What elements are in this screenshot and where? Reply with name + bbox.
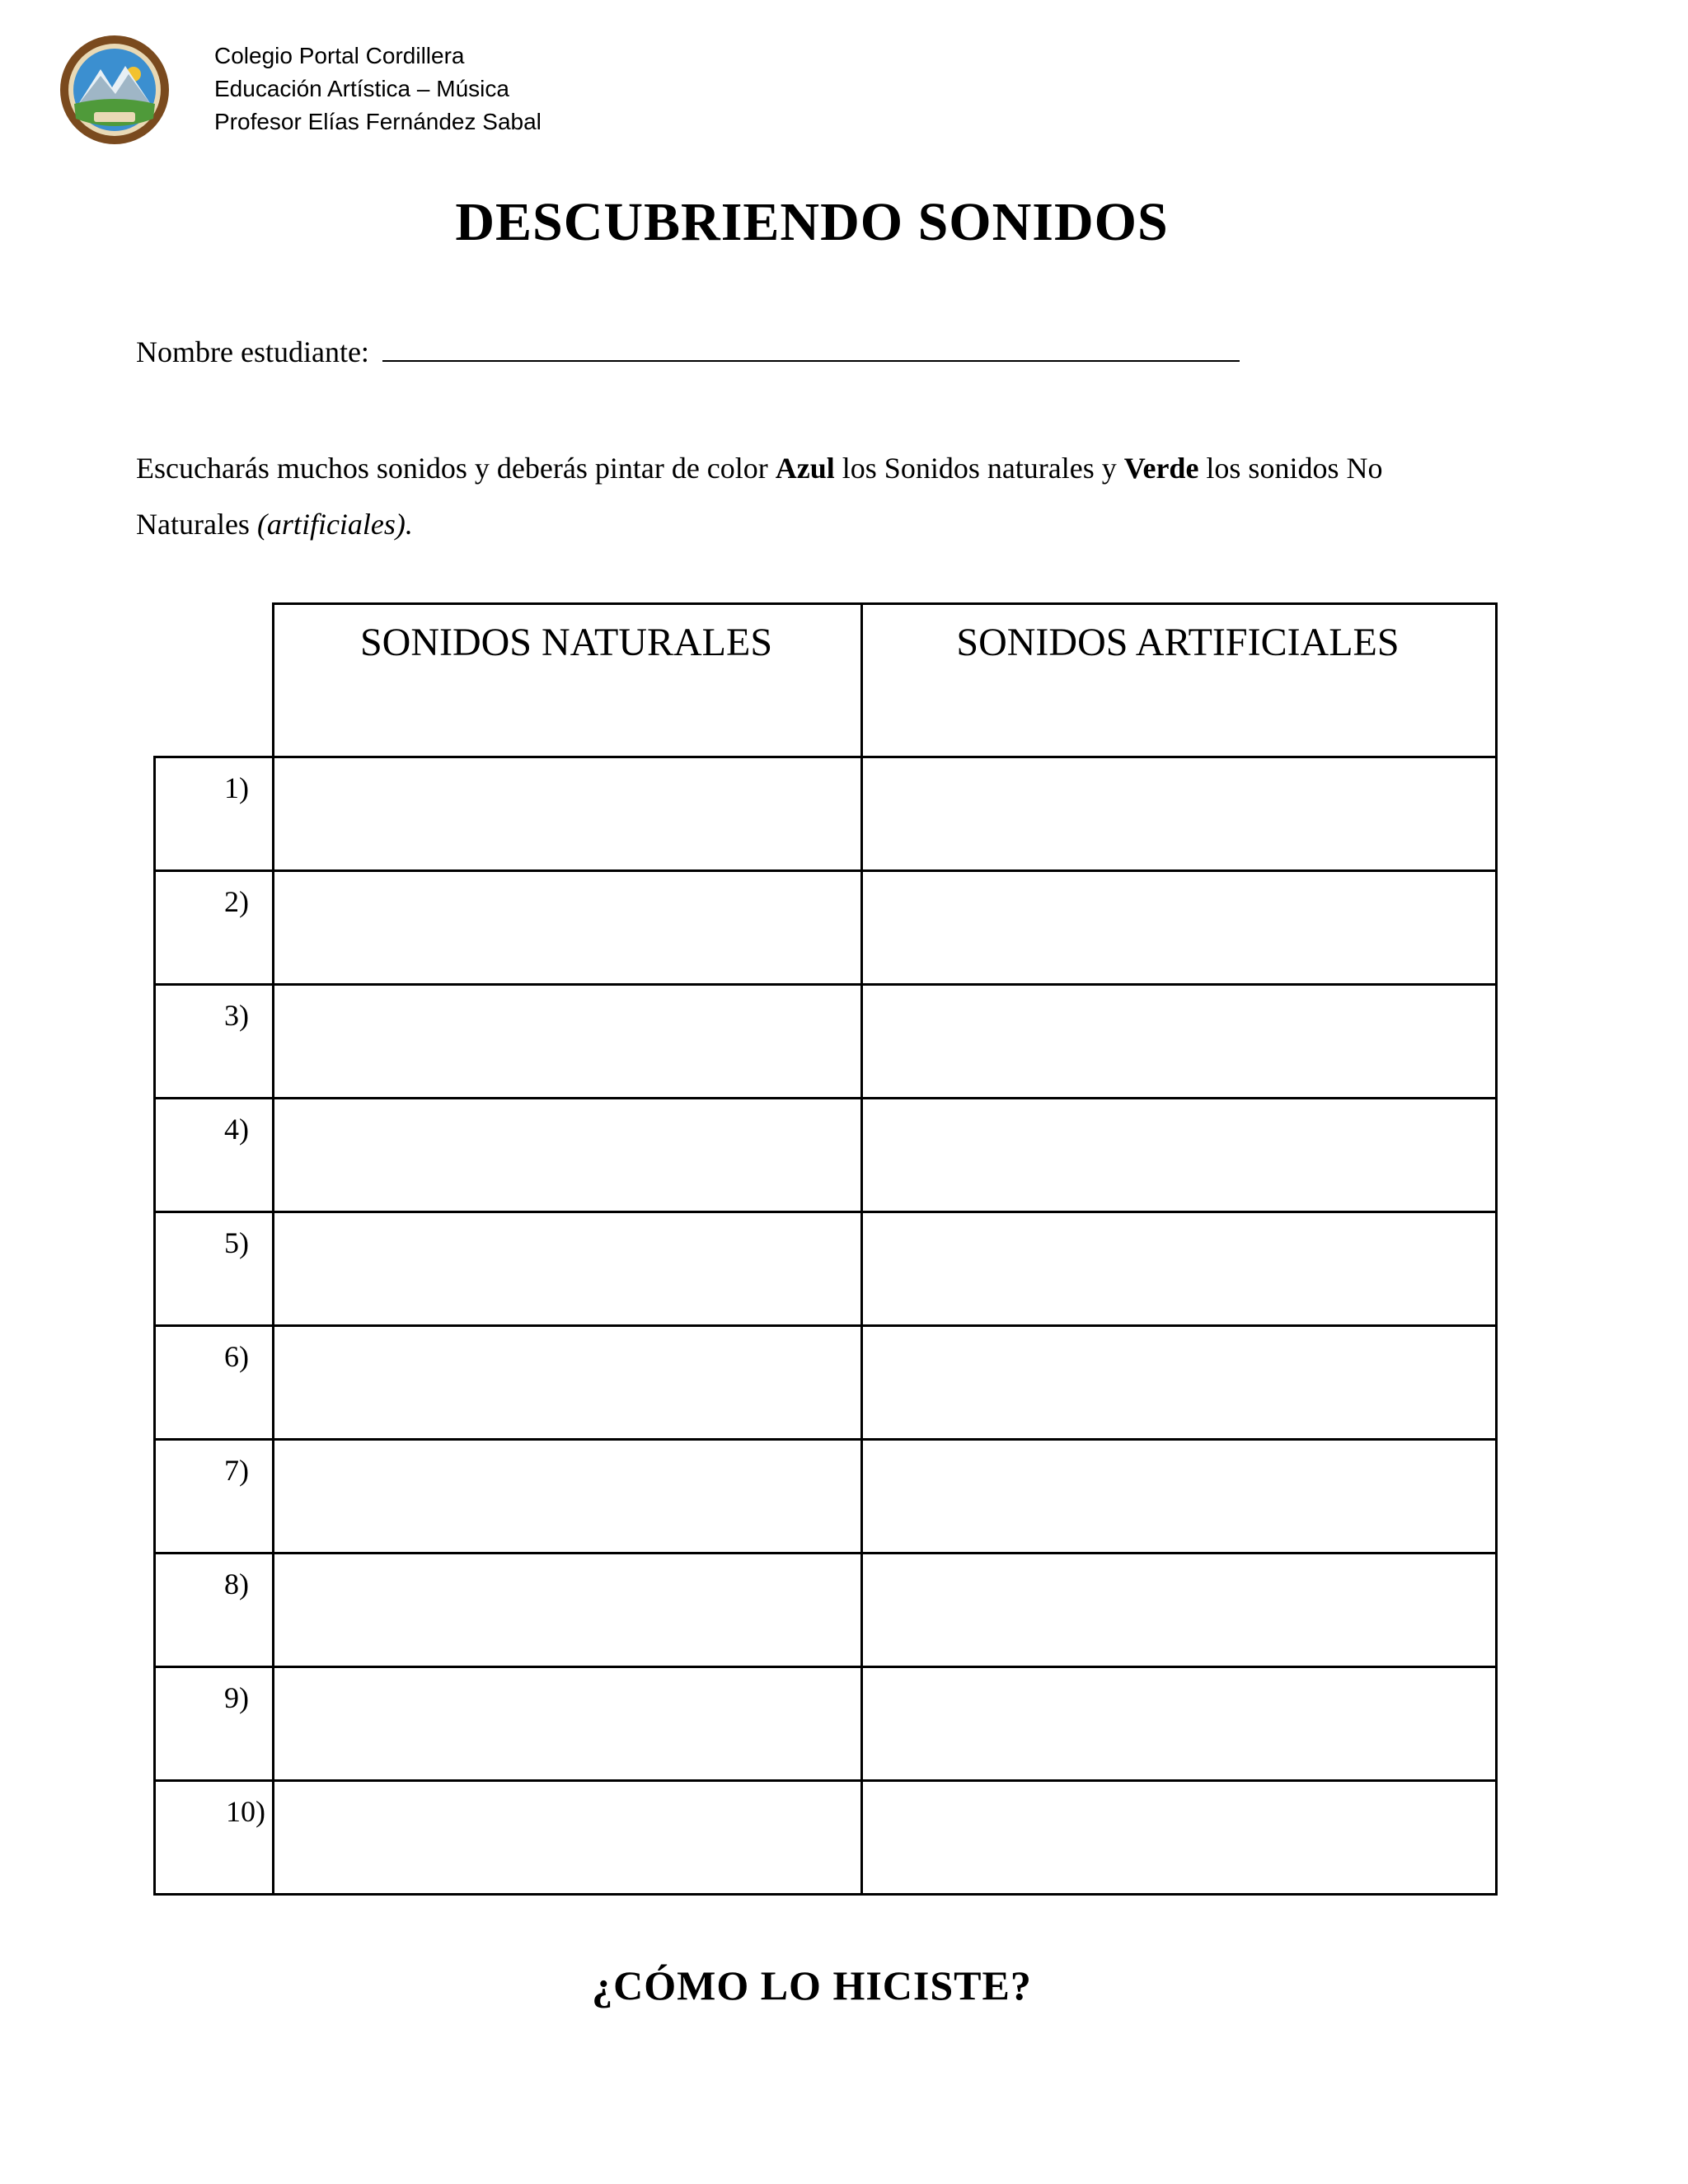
table-cell-artificial[interactable] (863, 1213, 1495, 1324)
student-name-row (136, 334, 1240, 369)
table-cell-artificial[interactable] (863, 986, 1495, 1097)
table-row-line (153, 1893, 1498, 1896)
row-number: 7) (224, 1454, 249, 1487)
table-cell-natural[interactable] (274, 986, 860, 1097)
table-cell-natural[interactable] (274, 1554, 860, 1666)
table-cell-artificial[interactable] (863, 1668, 1495, 1779)
row-number: 10) (226, 1795, 265, 1828)
instructions-part3: los sonidos No Naturales (136, 452, 1383, 541)
column-header-natural: SONIDOS NATURALES (359, 621, 773, 664)
table-cell-artificial[interactable] (863, 1554, 1495, 1666)
instructions-italic: (artificiales) (256, 508, 406, 541)
student-name-field[interactable] (382, 334, 1240, 362)
table-right-border (1495, 602, 1498, 1896)
row-number: 9) (224, 1681, 249, 1714)
instructions (136, 440, 1488, 552)
table-top-border (272, 602, 1498, 605)
table-cell-natural[interactable] (274, 1782, 860, 1893)
subject-name: Educación Artística – Música (214, 76, 509, 101)
row-number: 5) (224, 1226, 249, 1259)
table-cell-natural[interactable] (274, 758, 860, 869)
row-number: 3) (224, 999, 249, 1032)
school-header (214, 40, 542, 138)
row-number: 6) (224, 1340, 249, 1373)
page-title: DESCUBRIENDO SONIDOS (455, 192, 1169, 252)
table-cell-artificial[interactable] (863, 1782, 1495, 1893)
reflection-question: ¿CÓMO LO HICISTE? (592, 1962, 1032, 2008)
instructions-blue: Azul (775, 452, 835, 485)
table-cell-natural[interactable] (274, 1441, 860, 1552)
table-cell-natural[interactable] (274, 1327, 860, 1438)
school-name: Colegio Portal Cordillera (214, 43, 465, 68)
table-cell-natural[interactable] (274, 1213, 860, 1324)
column-header-artificial: SONIDOS ARTIFICIALES (956, 621, 1400, 664)
table-cell-artificial[interactable] (863, 1099, 1495, 1211)
instructions-part1: Escucharás muchos sonidos y deberás pintar de color (136, 452, 776, 485)
table-cell-artificial[interactable] (863, 1441, 1495, 1552)
table-cell-artificial[interactable] (863, 872, 1495, 983)
table-cell-artificial[interactable] (863, 758, 1495, 869)
row-number: 2) (224, 885, 249, 918)
row-number: 1) (224, 771, 249, 804)
instructions-part2: los Sonidos naturales y (834, 452, 1124, 485)
table-cell-artificial[interactable] (863, 1327, 1495, 1438)
table-cell-natural[interactable] (274, 1099, 860, 1211)
teacher-name: Profesor Elías Fernández Sabal (214, 109, 542, 134)
row-number: 4) (224, 1113, 249, 1146)
instructions-end: . (405, 508, 413, 541)
table-cell-natural[interactable] (274, 872, 860, 983)
instructions-green: Verde (1123, 452, 1199, 485)
student-name-label: Nombre estudiante: (136, 335, 369, 368)
row-number: 8) (224, 1568, 249, 1601)
school-crest-icon (58, 33, 171, 147)
table-cell-natural[interactable] (274, 1668, 860, 1779)
